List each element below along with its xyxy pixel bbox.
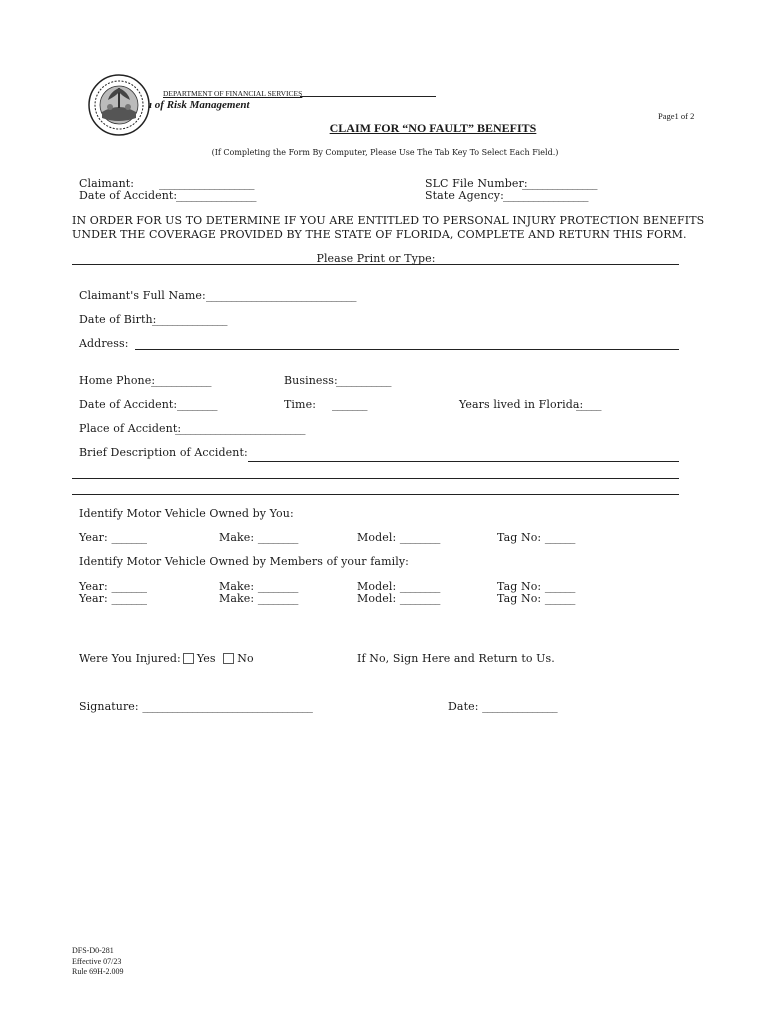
effective-date: Effective 07/23	[72, 956, 122, 966]
state-agency-label: State Agency:	[425, 189, 504, 202]
own-model-field[interactable]: ________	[399, 531, 440, 544]
place-of-accident-label: Place of Accident:	[79, 422, 182, 435]
vehicle-owned-heading: Identify Motor Vehicle Owned by You:	[79, 507, 294, 520]
injured-label: Were You Injured:	[79, 652, 181, 665]
date-of-accident-top-label: Date of Accident:	[79, 189, 178, 202]
slc-file-number-field[interactable]: _______________	[522, 177, 597, 190]
home-phone-field[interactable]: ____________	[151, 374, 211, 387]
intro-line-2: UNDER THE COVERAGE PROVIDED BY THE STATE OF FLORIDA, COMPLETE AND RETURN THIS FORM.	[72, 228, 687, 241]
date-of-accident-label: Date of Accident:	[79, 398, 178, 411]
date-of-accident-top-field[interactable]: ________________	[176, 189, 256, 202]
family-tag-field-1[interactable]: ______	[544, 580, 575, 593]
print-or-type: Please Print or Type:	[316, 252, 436, 265]
family-make-field-2[interactable]: ________	[257, 592, 298, 605]
date-of-accident-field[interactable]: ________	[177, 398, 217, 411]
own-make-field[interactable]: ________	[257, 531, 298, 544]
model-label: Model:	[357, 592, 397, 605]
time-field[interactable]: _______	[332, 398, 367, 411]
own-tag-field[interactable]: ______	[544, 531, 575, 544]
state-agency-field[interactable]: _________________	[503, 189, 588, 202]
brief-description-line-3[interactable]	[72, 494, 679, 495]
date-of-birth-field[interactable]: _______________	[152, 313, 227, 326]
signature-field[interactable]: __________________________________	[142, 700, 313, 713]
make-label: Make:	[219, 580, 255, 593]
form-instruction: (If Completing the Form By Computer, Please Use The Tab Key To Select Each Field.)	[211, 148, 559, 157]
brief-description-line-1[interactable]	[248, 461, 679, 462]
department-name: DEPARTMENT OF FINANCIAL SERVICES	[163, 89, 303, 98]
address-label: Address:	[79, 337, 129, 350]
year-label: Year:	[79, 592, 108, 605]
family-model-field-1[interactable]: ________	[399, 580, 440, 593]
injured-no-checkbox[interactable]	[223, 653, 234, 664]
model-label: Model:	[357, 531, 397, 544]
full-name-field[interactable]: ______________________________	[206, 289, 356, 302]
tag-label: Tag No:	[497, 580, 542, 593]
date-label: Date:	[448, 700, 479, 713]
address-field[interactable]	[135, 349, 679, 350]
form-title: CLAIM FOR “NO FAULT” BENEFITS	[329, 121, 537, 135]
family-year-field-2[interactable]: _______	[111, 592, 147, 605]
intro-line-1: IN ORDER FOR US TO DETERMINE IF YOU ARE ENTITLED TO PERSONAL INJURY PROTECTION BENEFITS	[72, 214, 705, 227]
injured-no-label: No	[237, 652, 254, 665]
if-no-instruction: If No, Sign Here and Return to Us.	[357, 652, 555, 665]
business-phone-field[interactable]: ___________	[336, 374, 391, 387]
tag-label: Tag No:	[497, 592, 542, 605]
signature-label: Signature:	[79, 700, 139, 713]
date-of-birth-label: Date of Birth:	[79, 313, 157, 326]
full-name-label: Claimant's Full Name:	[79, 289, 206, 302]
injured-yes-checkbox[interactable]	[183, 653, 194, 664]
family-year-field-1[interactable]: _______	[111, 580, 147, 593]
page-indicator: Page1 of 2	[658, 111, 695, 121]
family-model-field-2[interactable]: ________	[399, 592, 440, 605]
brief-description-line-2[interactable]	[72, 478, 679, 479]
vehicle-family-heading: Identify Motor Vehicle Owned by Members of your family:	[79, 555, 409, 568]
section-divider	[72, 264, 679, 265]
claimant-label: Claimant:	[79, 177, 135, 190]
business-phone-label: Business:	[284, 374, 338, 387]
rule-number: Rule 69H-2.009	[72, 967, 124, 976]
home-phone-label: Home Phone:	[79, 374, 156, 387]
make-label: Make:	[219, 592, 255, 605]
model-label: Model:	[357, 580, 397, 593]
header-rule	[300, 96, 436, 97]
form-number: DFS-D0-281	[72, 946, 114, 955]
slc-file-number-label: SLC File Number:	[425, 177, 528, 190]
place-of-accident-field[interactable]: __________________________	[175, 422, 305, 435]
family-tag-field-2[interactable]: ______	[544, 592, 575, 605]
claimant-field[interactable]: ___________________	[159, 177, 254, 190]
division-name: ı of Risk Management	[149, 99, 250, 111]
family-make-field-1[interactable]: ________	[257, 580, 298, 593]
years-in-florida-field[interactable]: _____	[576, 398, 601, 411]
year-label: Year:	[79, 580, 108, 593]
year-label: Year:	[79, 531, 108, 544]
injured-yes-label: Yes	[196, 652, 216, 665]
tag-label: Tag No:	[497, 531, 542, 544]
make-label: Make:	[219, 531, 255, 544]
years-in-florida-label: Years lived in Florida:	[459, 398, 584, 411]
brief-description-label: Brief Description of Accident:	[79, 446, 248, 459]
time-label: Time:	[284, 398, 317, 411]
own-year-field[interactable]: _______	[111, 531, 147, 544]
date-field[interactable]: _______________	[482, 700, 558, 713]
